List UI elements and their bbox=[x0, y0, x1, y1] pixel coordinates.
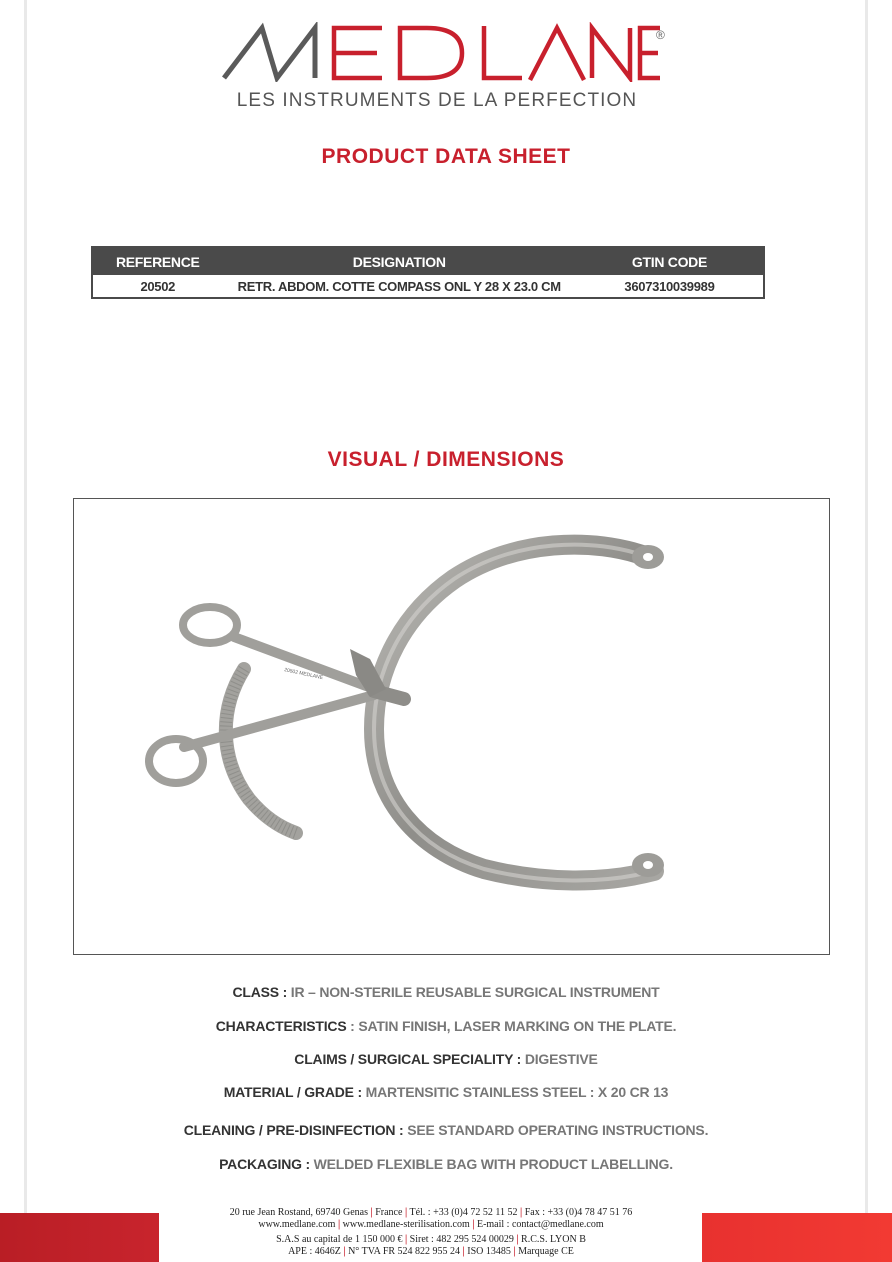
visual-dimensions-title: VISUAL / DIMENSIONS bbox=[327, 448, 565, 471]
footer-red-band-right bbox=[702, 1213, 892, 1262]
header-gtin-code: GTIN CODE bbox=[576, 247, 764, 275]
spec-label: CLEANING / PRE-DISINFECTION : bbox=[183, 1122, 404, 1138]
cell-gtin-code: 3607310039989 bbox=[624, 278, 715, 294]
page-title: PRODUCT DATA SHEET bbox=[321, 145, 571, 168]
product-visual-frame bbox=[73, 498, 830, 955]
medlane-wordmark bbox=[222, 22, 662, 82]
spec-value: DIGESTIVE bbox=[521, 1051, 598, 1067]
siret-text: Siret : 482 295 524 00029 bbox=[409, 1234, 514, 1245]
cell-reference: 20502 bbox=[140, 278, 176, 294]
vat-text: N° TVA FR 524 822 955 24 bbox=[348, 1246, 461, 1257]
table-row bbox=[92, 275, 764, 298]
header-designation: DESIGNATION bbox=[223, 247, 576, 275]
spec-value: SEE STANDARD OPERATING INSTRUCTIONS. bbox=[403, 1122, 709, 1138]
spec-value: MARTENSITIC STAINLESS STEEL : X 20 CR 13 bbox=[361, 1084, 669, 1100]
spec-class bbox=[0, 984, 892, 1000]
phone-text: Tél. : +33 (0)4 72 52 11 52 bbox=[409, 1207, 518, 1218]
sterilisation-website-link[interactable]: www.medlane-sterilisation.com bbox=[342, 1219, 470, 1230]
spec-value: : SATIN FINISH, LASER MARKING ON THE PLATE. bbox=[346, 1018, 677, 1034]
spec-label: CHARACTERISTICS bbox=[215, 1018, 347, 1034]
header-reference: REFERENCE bbox=[92, 247, 223, 275]
email-link[interactable]: E-mail : contact@medlane.com bbox=[476, 1219, 604, 1230]
country-text: France bbox=[375, 1207, 403, 1218]
medlane-logo bbox=[222, 22, 672, 112]
spec-packaging bbox=[0, 1156, 892, 1172]
footer-address-line: 20 rue Jean Rostand, 69740 Genas | France | Tél. : +33 (0)4 72 52 11 52 | Fax : +33 (0)4 78 47 51 76 bbox=[229, 1207, 633, 1218]
product-reference-table bbox=[91, 246, 765, 299]
surgical-retractor-image bbox=[74, 499, 829, 954]
brand-tagline: LES INSTRUMENTS DE LA PERFECTION bbox=[236, 90, 638, 111]
table-header-row bbox=[92, 247, 764, 275]
footer-company-line: S.A.S au capital de 1 150 000 € | Siret : 482 295 524 00029 | R.C.S. LYON B bbox=[276, 1234, 586, 1245]
spec-value: WELDED FLEXIBLE BAG WITH PRODUCT LABELLING. bbox=[309, 1156, 673, 1172]
spec-characteristics bbox=[0, 1018, 892, 1034]
spec-value: IR – NON-STERILE REUSABLE SURGICAL INSTRUMENT bbox=[287, 984, 660, 1000]
address-text: 20 rue Jean Rostand, 69740 Genas bbox=[229, 1207, 369, 1218]
capital-text: S.A.S au capital de 1 150 000 € bbox=[276, 1234, 403, 1245]
website-link[interactable]: www.medlane.com bbox=[258, 1219, 336, 1230]
iso-text: ISO 13485 bbox=[467, 1246, 511, 1257]
footer-legal-line: APE : 4646Z | N° TVA FR 524 822 955 24 | ISO 13485 | Marquage CE bbox=[288, 1246, 574, 1257]
ce-marking-text: Marquage CE bbox=[518, 1246, 574, 1257]
engraving-text: 20502 MEDLANE bbox=[283, 667, 324, 682]
rcs-text: R.C.S. LYON B bbox=[521, 1234, 586, 1245]
cell-designation: RETR. ABDOM. COTTE COMPASS ONL Y 28 X 23.0 CM bbox=[237, 278, 561, 294]
spec-label: MATERIAL / GRADE : bbox=[223, 1084, 362, 1100]
fax-text: Fax : +33 (0)4 78 47 51 76 bbox=[524, 1207, 633, 1218]
spec-claims bbox=[0, 1051, 892, 1067]
spec-label: PACKAGING : bbox=[219, 1156, 310, 1172]
spec-material bbox=[0, 1084, 892, 1100]
spec-cleaning bbox=[0, 1122, 892, 1138]
registered-mark: ® bbox=[656, 28, 665, 42]
spec-label: CLAIMS / SURGICAL SPECIALITY : bbox=[294, 1051, 522, 1067]
footer-web-line: www.medlane.com | www.medlane-sterilisation.com | E-mail : contact@medlane.com bbox=[258, 1219, 604, 1230]
ape-text: APE : 4646Z bbox=[288, 1246, 341, 1257]
spec-label: CLASS : bbox=[232, 984, 288, 1000]
footer-red-band-left bbox=[0, 1213, 159, 1262]
